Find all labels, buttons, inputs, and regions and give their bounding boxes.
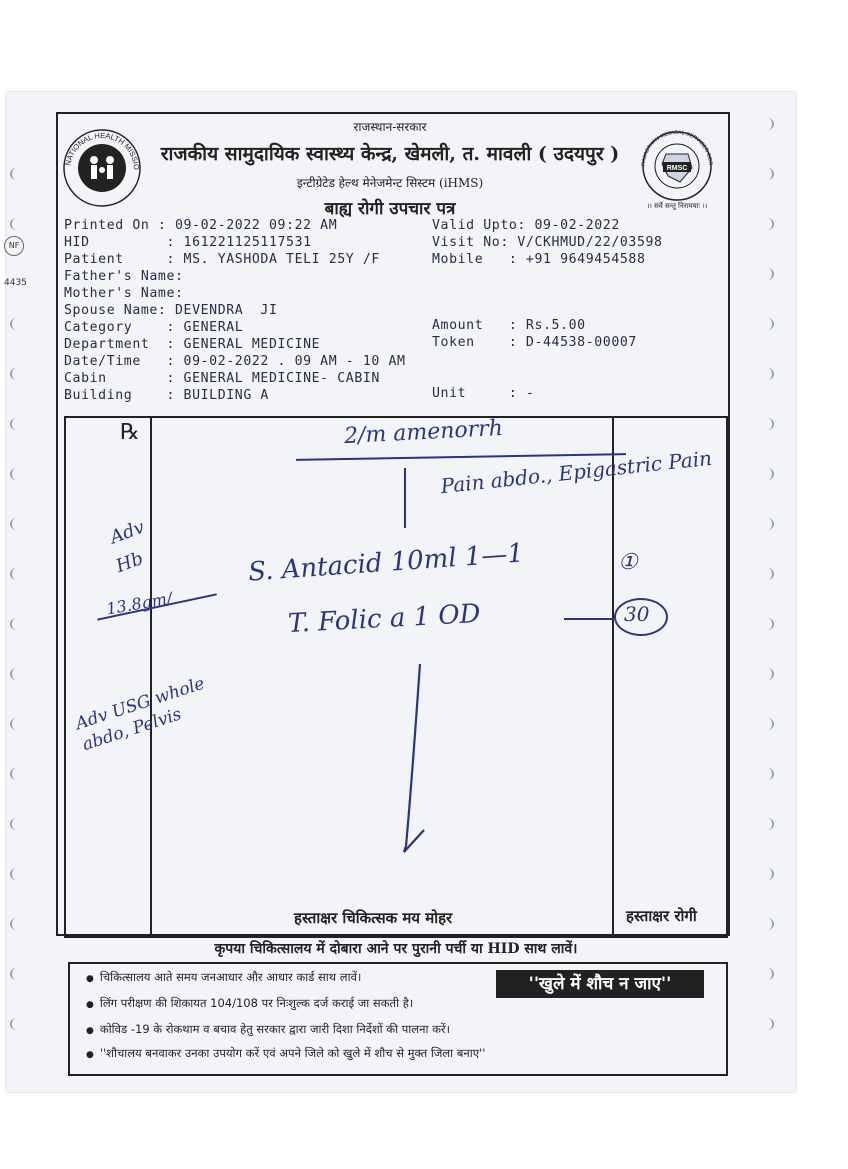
printed-on: Printed On : 09-02-2022 09:22 AM (64, 218, 338, 233)
building: Building : BUILDING A (64, 388, 269, 403)
rmsc-abbr: RMSC (666, 165, 688, 172)
handwritten-complaint-1: 2/m amenorrh (343, 415, 504, 450)
handwritten-advice-1: Adv (107, 516, 148, 549)
prescription-right-divider (612, 416, 614, 934)
rmsc-logo-text: RAJASTHAN MEDICAL SERVICES COR (640, 129, 714, 167)
unit: Unit : - (432, 386, 535, 401)
state-label: राजस्थान-सरकार (353, 120, 427, 134)
system-name: इन्टीग्रेटेड हेल्थ मेनेजमेन्ट सिस्टम (iHMS) (296, 176, 484, 190)
instruction-item: ● चिकित्सालय आते समय जनआधार और आधार कार्ड साथ लावें। (86, 970, 361, 985)
token: Token : D-44538-00007 (432, 335, 637, 350)
category: Category : GENERAL (64, 320, 244, 335)
revisit-notice: कृपया चिकित्सालय में दोबारा आने पर पुरानी पर्ची या HID साथ लावें। (214, 941, 578, 957)
cabin: Cabin : GENERAL MEDICINE- CABIN (64, 371, 380, 386)
amount: Amount : Rs.5.00 (432, 318, 586, 333)
sanitation-slogan: ''खुले में शौच न जाए'' (496, 970, 704, 998)
handwritten-rx-2-dash (564, 618, 614, 620)
handwritten-rx-1-qty: ① (618, 550, 638, 575)
side-mark: 4435 (4, 278, 27, 288)
mother-name: Mother's Name: (64, 286, 184, 301)
spouse-name: Spouse Name: DEVENDRA JI (64, 303, 278, 318)
date-time: Date/Time : 09-02-2022 . 09 AM - 10 AM (64, 354, 406, 369)
handwritten-stroke-2 (390, 660, 430, 860)
prescription-left-divider (150, 416, 152, 934)
instruction-item: ● लिंग परीक्षण की शिकायत 104/108 पर निःशुल्क दर्ज कराई जा सकती है। (86, 996, 413, 1011)
instruction-item: ● ''शौचालय बनवाकर उनका उपयोग करें एवं अपने जिले को खुले में शौच से मुक्त जिला बनाए'' (86, 1046, 485, 1061)
rmsc-logo (636, 124, 718, 216)
handwritten-complaint-2: Pain abdo., Epigastric Pain (439, 445, 714, 499)
handwritten-rx-1: S. Antacid 10ml 1—1 (247, 538, 525, 588)
handwritten-rx-2: T. Folic a 1 OD (287, 598, 482, 640)
nhm-logo-text: NATIONAL HEALTH MISSIO (63, 130, 142, 171)
hospital-name: राजकीय सामुदायिक स्वास्थ्य केन्द्र, खेमली, त. मावली ( उदयपुर ) (160, 143, 620, 165)
nhm-logo (60, 118, 144, 220)
handwritten-stroke-1 (404, 468, 406, 528)
hid: HID : 161221125117531 (64, 235, 312, 250)
patient-signature-label: हस्ताक्षर रोगी (626, 907, 697, 925)
rx-symbol: ℞ (120, 420, 140, 445)
patient-name: Patient : MS. YASHODA TELI 25Y /F (64, 252, 380, 267)
side-stamp-icon: NF (4, 236, 24, 256)
visit-no: Visit No: V/CKHMUD/22/03598 (432, 235, 663, 250)
doctor-signature-label: हस्ताक्षर चिकित्सक मय मोहर (294, 909, 453, 927)
valid-upto: Valid Upto: 09-02-2022 (432, 218, 620, 233)
handwritten-rx-2-qty: 30 (624, 602, 650, 626)
department: Department : GENERAL MEDICINE (64, 337, 321, 352)
form-title: बाह्य रोगी उपचार पत्र (324, 199, 456, 219)
rmsc-motto: ।। सर्वे सन्तु निरामयाः ।। (646, 202, 708, 210)
handwritten-hb: Hb (113, 547, 147, 578)
instruction-item: ● कोविड -19 के रोकथाम व बचाव हेतु सरकार द्वारा जारी दिशा निर्देशों की पालना करें। (86, 1022, 450, 1037)
father-name: Father's Name: (64, 269, 184, 284)
mobile: Mobile : +91 9649454588 (432, 252, 646, 267)
handwritten-hb-value: 13.8gm/ (104, 588, 174, 619)
handwritten-advice-usg: Adv USG whole abdo, Pelvis (73, 673, 208, 756)
